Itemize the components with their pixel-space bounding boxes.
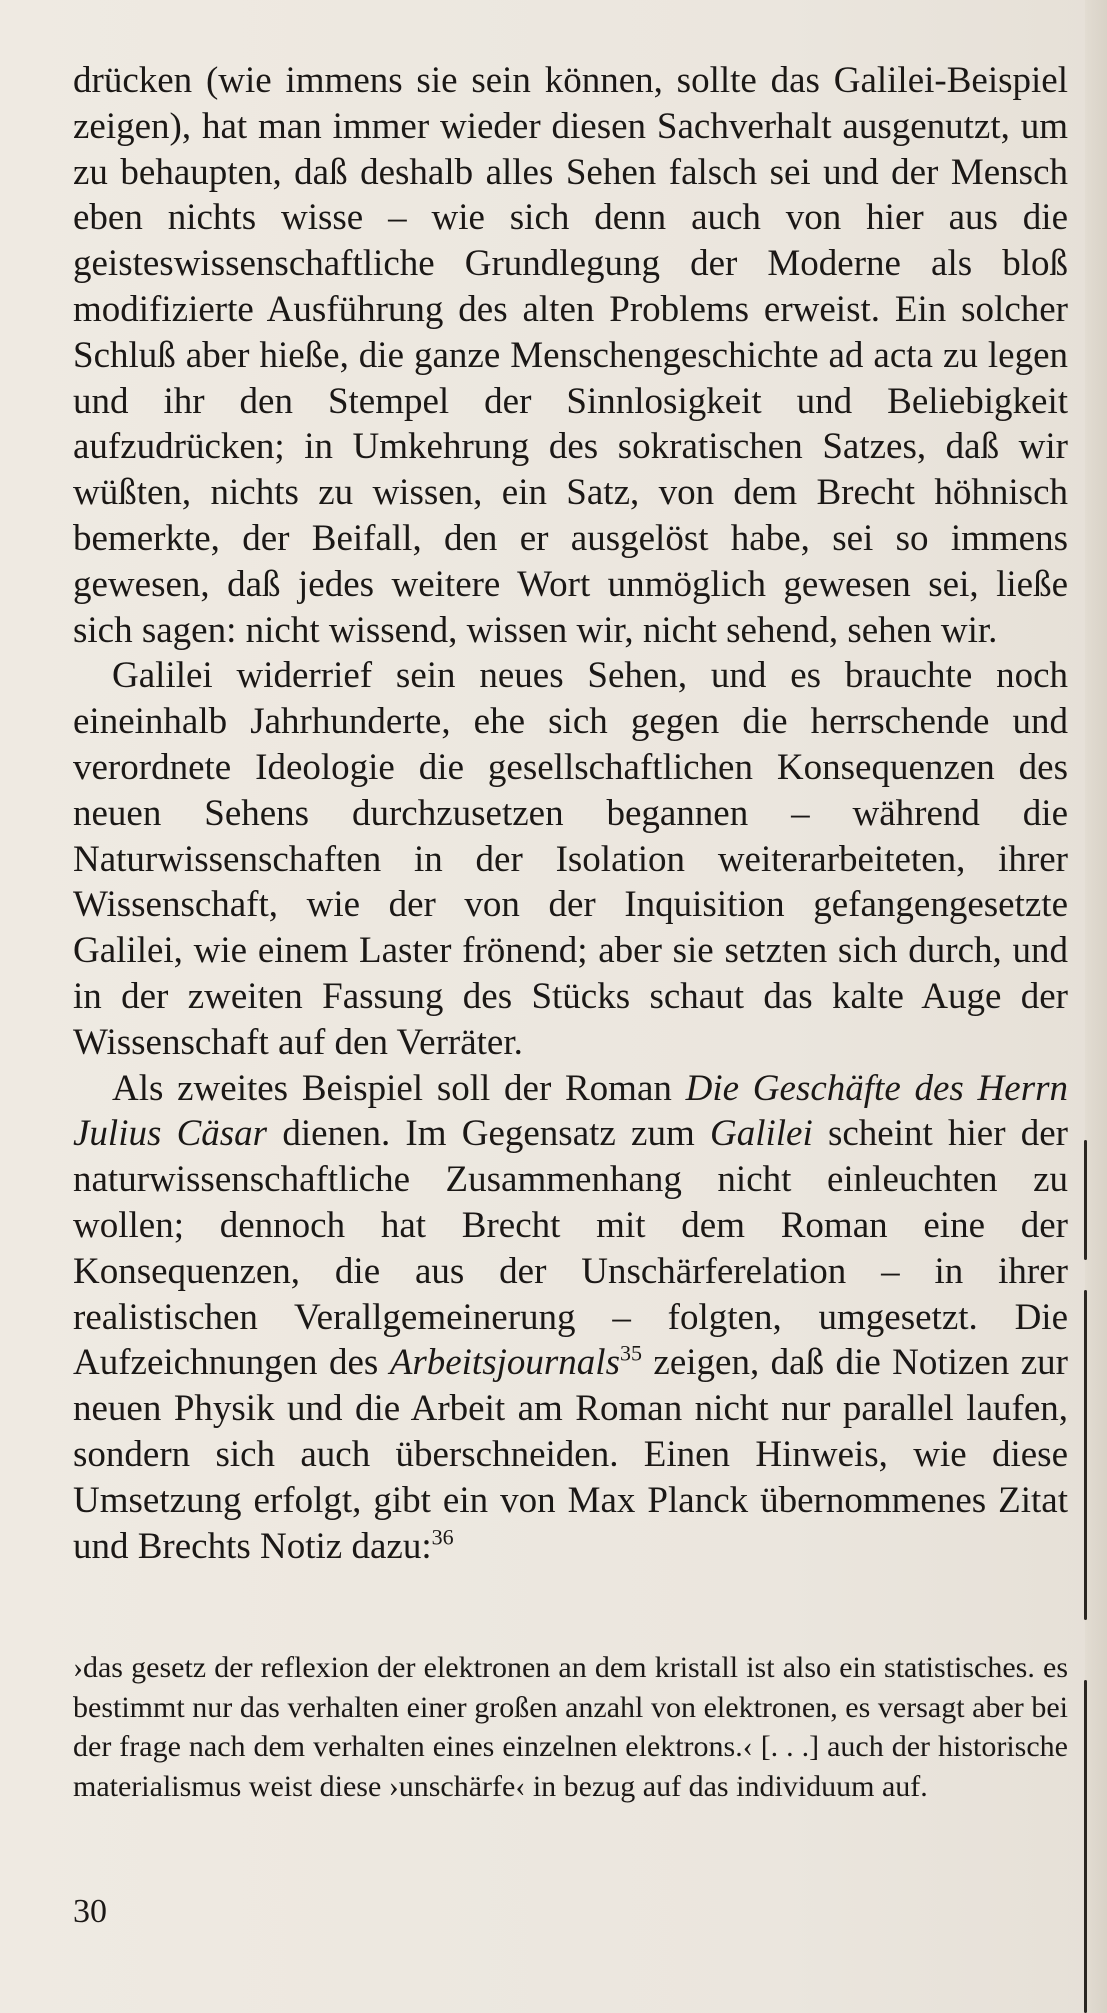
- text-run: dienen. Im Gegensatz zum: [267, 1113, 710, 1155]
- novel-title: Die Geschäfte des Herrn Julius Cäsar: [73, 1067, 1068, 1155]
- paragraph: [73, 1066, 1068, 1570]
- paragraph: drücken (wie immens sie sein können, sollte das Galilei-Beispiel zeigen), hat man immer wieder diesen Sachverhalt ausgenutzt, um zu behaupten, daß deshalb alles Sehen falsch sei und der Mensch eben nichts wisse – wie sich denn auch von hier aus die geisteswissenschaftliche Grundlegung der Moderne als bloß modifizierte Ausführung des alten Problems erweist. Ein solcher Schluß aber hieße, die ganze Menschengeschichte ad acta zu legen und ihr den Stempel der Sinnlosigkeit und Beliebigkeit aufzudrücken; in Umkehrung des sokratischen Satzes, daß wir wüßten, nichts zu wissen, ein Satz, von dem Brecht höhnisch bemerkte, der Beifall, den er ausgelöst habe, sei so immens gewesen, daß jedes weitere Wort unmöglich gewesen sei, ließe sich sagen: nicht wissend, wissen wir, nicht sehend, sehen wir.: [73, 60, 1068, 651]
- gutter-shadow-line: [1084, 1680, 1087, 2013]
- gutter-shadow-line: [1084, 1140, 1087, 1260]
- main-text: [73, 58, 1068, 1569]
- footnote-ref: 36: [431, 1524, 454, 1550]
- play-title: Galilei: [709, 1113, 813, 1155]
- text-run: zeigen, daß die Notizen zur neuen Physik und die Arbeit am Roman nicht nur parallel laufen, sondern sich auch überschneiden. Einen Hinweis, wie diese Umsetzung erfolgt, gibt ein von Max Planck übernommenes Zitat und Brechts Notiz dazu:: [73, 1342, 1068, 1567]
- paragraph: Galilei widerrief sein neues Sehen, und es brauchte noch eineinhalb Jahrhunderte, ehe sich gegen die herrschende und verordnete Ideologie die gesellschaftlichen Konsequenzen des neuen Sehens durchzusetzen begannen – während die Naturwissenschaften in der Isolation weiterarbeiteten, ihrer Wissenschaft, wie der von der Inquisition gefangengesetzte Galilei, wie einem Laster frönend; aber sie setzten sich durch, und in der zweiten Fassung des Stücks schaut das kalte Auge der Wissenschaft auf den Verräter.: [73, 655, 1068, 1063]
- page-number: 30: [73, 1893, 107, 1930]
- text-run: scheint hier der naturwissenschaftliche Zusammenhang nicht einleuchten zu wollen; dennoch hat Brecht mit dem Roman eine der Konsequenzen, die aus der Unschärferelation – in ihrer realistischen Verallgemeinerung – folgten, umgesetzt. Die Aufzeichnungen des: [73, 1113, 1068, 1384]
- block-quote: ›das gesetz der reflexion der elektronen an dem kristall ist also ein statistisches. es bestimmt nur das verhalten einer großen anzahl von elektronen, es versagt aber bei der frage nach dem verhalten eines einzelnen elektrons.‹ [. . .] auch der historische materialismus weist diese ›unschärfe‹ in bezug auf das individuum auf.: [73, 1651, 1068, 1803]
- footnote-ref: 35: [619, 1340, 642, 1366]
- gutter-shadow-line: [1084, 1290, 1087, 1620]
- text-run: Als zweites Beispiel soll der Roman: [112, 1067, 686, 1109]
- page-gutter-edge: [1085, 0, 1107, 2013]
- journal-title: Arbeitsjournals: [389, 1342, 620, 1384]
